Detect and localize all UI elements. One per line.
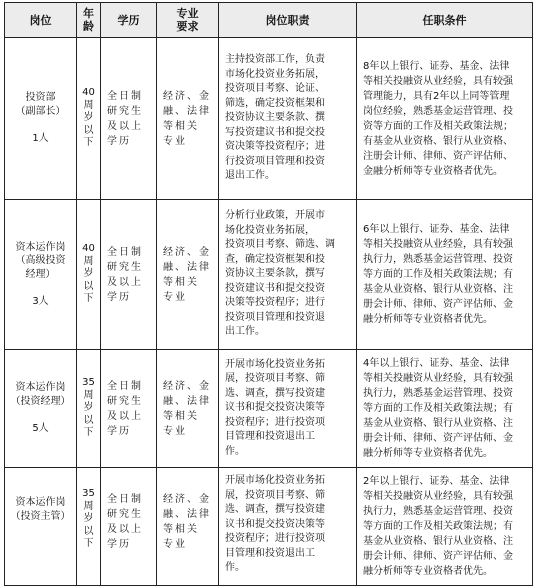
post-count: 3人	[32, 296, 49, 307]
header-age: 年 龄	[77, 3, 101, 38]
requirement-cell: 2年以上银行、证券、基金、法律 等相关投融资从业经验，具有较强 执行力，熟悉基金运营管理、投资 等方面的工作及相关政策法规；有 基金从业资格、银行从业资格、注 册会计师、律师、资产评估师、金 融分析师等专业资格者优先。	[357, 468, 533, 586]
duty-cell: 开展市场化投资业务拓 展，投资项目考察、筛 选、调查，撰写投资建 议书和提交投资决策等 投资程序；进行投资项 目管理和投资退出工 作。	[219, 468, 357, 586]
post-count: 1人	[32, 133, 49, 145]
major-cell: 经济、金 融、法律 等相关 专业	[157, 200, 219, 350]
post-cell	[5, 200, 77, 350]
table-row	[5, 350, 533, 468]
requirement-cell: 8年以上银行、证券、基金、法律 等相关投融资从业经验，具有较强 管理能力，具有2年以上同等管理 岗位经验，熟悉基金运营管理、投 资等方面的工作及相关政策法规； 有基金从业资格、银行从业资格、 注册会计师、律师、资产评估师、 金融分析师等专业资格者优先。	[357, 38, 533, 200]
post-title: 资本运作岗 （投资经理）	[10, 382, 71, 407]
table-row	[5, 200, 533, 350]
header-post: 岗位	[5, 3, 77, 38]
duty-cell: 主持投资部工作，负责 市场化投资业务拓展， 投资项目考察、论证、 筛选，确定投资框架和 投资协议主要条款、撰 写投资建议书和提交投 资决策等投资程序；进 行投资项目管理和投资 退出工作。	[219, 38, 357, 200]
post-title: 投资部 （副部长）	[15, 92, 66, 117]
post-cell	[5, 468, 77, 586]
duty-cell: 开展市场化投资业务拓 展，投资项目考察、筛 选、调查，撰写投资建 议书和提交投资决策等 投资程序；进行投资项 目管理和投资退出工 作。	[219, 350, 357, 468]
post-title: 资本运作岗 （投资主管）	[10, 497, 71, 522]
post-cell	[5, 38, 77, 200]
education-cell: 全日制 研究生 及以上 学历	[101, 38, 157, 200]
age-cell: 40 周 岁 以 下	[77, 200, 101, 350]
major-cell: 经济、金 融、法律 等相关 专业	[157, 38, 219, 200]
requirement-cell: 4年以上银行、证券、基金、法律 等相关投融资从业经验，具有较强 执行力，熟悉基金运营管理、投资 等方面的工作及相关政策法规；有 基金从业资格、银行从业资格、注 册会计师、律师、资产评估师、金 融分析师等专业资格者优先。	[357, 350, 533, 468]
major-cell: 经济、金 融、法律 等相关 专业	[157, 468, 219, 586]
age-cell: 40 周 岁 以 下	[77, 38, 101, 200]
header-education: 学历	[101, 3, 157, 38]
education-cell: 全日制 研究生 及以上 学历	[101, 200, 157, 350]
post-title: 资本运作岗 （高级投资 经理）	[15, 241, 66, 280]
post-count: 5人	[32, 423, 49, 435]
age-cell: 35 周 岁 以 下	[77, 468, 101, 586]
recruitment-table	[4, 2, 533, 586]
post-cell	[5, 350, 77, 468]
education-cell: 全日制 研究生 及以上 学历	[101, 468, 157, 586]
table-row	[5, 468, 533, 586]
duty-cell: 分析行业政策，开展市 场化投资业务拓展， 投资项目考察、筛选、调 查，确定投资框架和投 资协议主要条款，撰写 投资建议书和提交投资 决策等投资程序；进行 投资项目管理和投资退 出工作。	[219, 200, 357, 350]
header-major: 专业 要求	[157, 3, 219, 38]
requirement-cell: 6年以上银行、证券、基金、法律 等相关投融资从业经验，具有较强 执行力，熟悉基金运营管理、投资 等方面的工作及相关政策法规；有 基金从业资格、银行从业资格、注 册会计师、律师、资产评估师、金 融分析师等专业资格者优先。	[357, 200, 533, 350]
header-duty: 岗位职责	[219, 3, 357, 38]
education-cell: 全日制 研究生 及以上 学历	[101, 350, 157, 468]
table-row	[5, 38, 533, 200]
header-row	[5, 3, 533, 38]
major-cell: 经济、金 融、法律 等相关 专业	[157, 350, 219, 468]
age-cell: 35 周 岁 以 下	[77, 350, 101, 468]
header-requirement: 任职条件	[357, 3, 533, 38]
